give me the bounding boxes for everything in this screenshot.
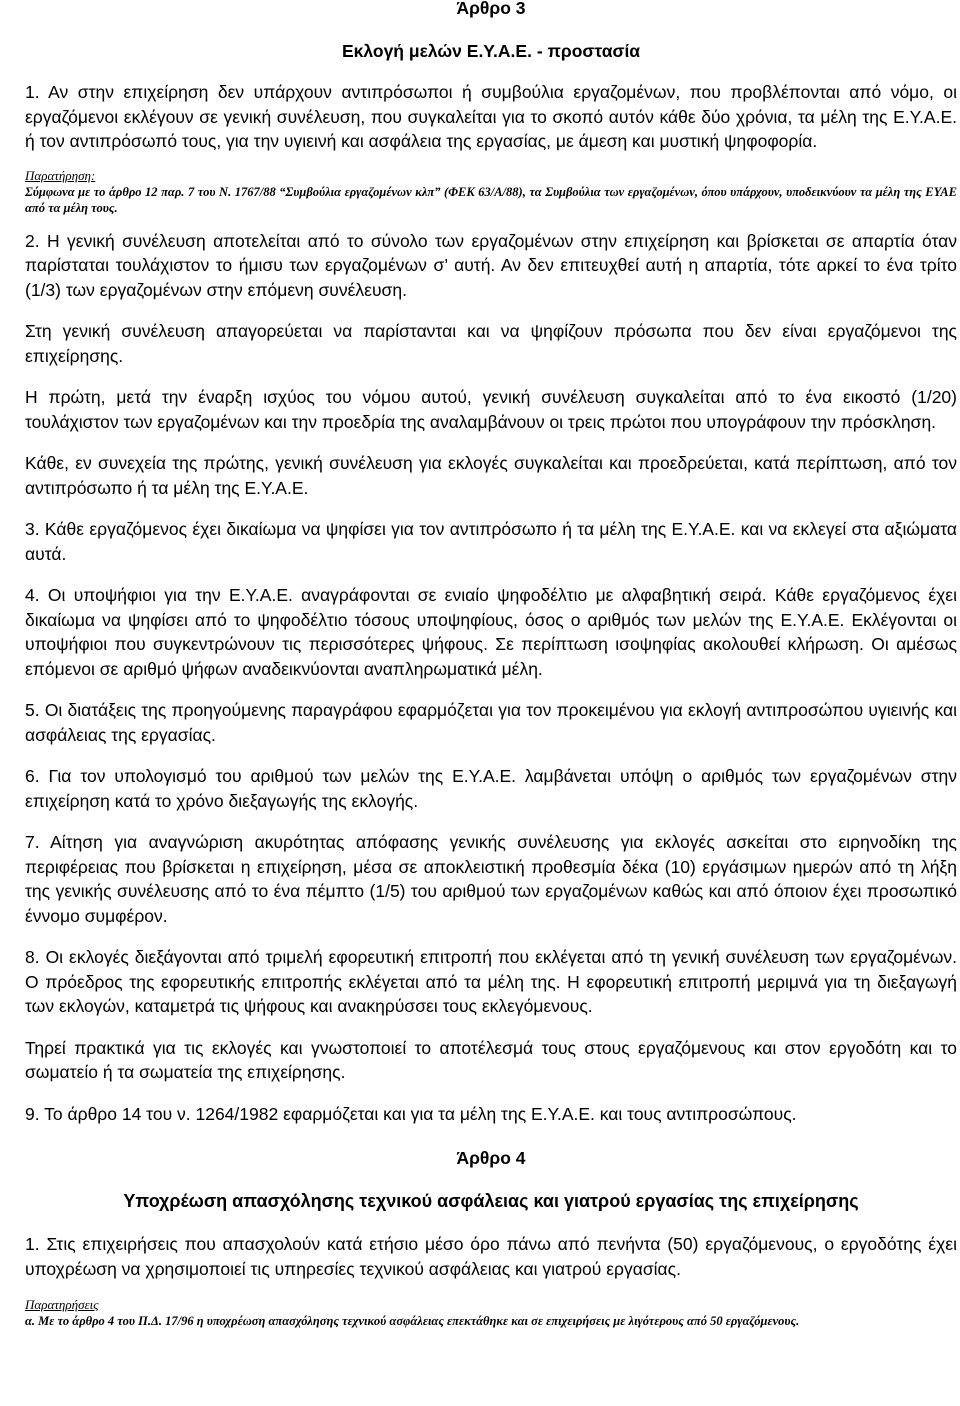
article-3-paragraph-7: 7. Αίτηση για αναγνώριση ακυρότητας απόφασης γενικής συνέλευσης για εκλογές ασκείται στο ειρηνοδίκη της περιφέρειας που βρίσκεται η επιχείρηση, μέσα σε αποκλειστική προθεσμία δέκα (10) εργάσιμων ημερών από τη λήξη της γενικής συνέλευσης από το ένα πέμπτο (1/5) του αριθμού των εργαζομένων καθώς και από όποιον έχει προσωπικό έννομο συμφέρον.	[25, 832, 957, 926]
article-3-paragraph-2b: Στη γενική συνέλευση απαγορεύεται να παρίστανται και να ψηφίζουν πρόσωπα που δεν είναι εργαζόμενοι της επιχείρησης.	[25, 321, 957, 366]
article-3-paragraph-5: 5. Οι διατάξεις της προηγούμενης παραγράφου εφαρμόζεται για τον προκειμένου για εκλογή αντιπροσώπου υγιεινής και ασφάλειας της εργασίας.	[25, 700, 957, 745]
article-3-paragraph-2d: Κάθε, εν συνεχεία της πρώτης, γενική συνέλευση για εκλογές συγκαλείται και προεδρεύεται, κατά περίπτωση, από τον αντιπρόσωπο ή τα μέλη της Ε.Υ.Α.Ε.	[25, 453, 957, 498]
article-3-paragraph-6: 6. Για τον υπολογισμό του αριθμού των μελών της Ε.Υ.Α.Ε. λαμβάνεται υπόψη ο αριθμός των εργαζομένων στην επιχείρηση κατά το χρόνο διεξαγωγής της εκλογής.	[25, 766, 957, 811]
article-4-title: Άρθρο 4	[456, 1148, 526, 1168]
article-4-note-text: α. Με το άρθρο 4 του Π.Δ. 17/96 η υποχρέωση απασχόλησης τεχνικού ασφάλειας επεκτάθηκε και σε επιχειρήσεις με λιγότερους από 50 εργαζόμενους.	[25, 1314, 800, 1328]
article-3-note-text: Σύμφωνα με το άρθρο 12 παρ. 7 του Ν. 1767/88 “Συμβούλια εργαζομένων κλπ” (ΦΕΚ 63/Α/88), τα Συμβούλια των εργαζομένων, όπου υπάρχουν, υποδεικνύουν τα μέλη της ΕΥΑΕ από τα μέλη τους.	[25, 184, 957, 215]
article-4-subtitle: Υποχρέωση απασχόλησης τεχνικού ασφάλειας και γιατρού εργασίας της επιχείρησης	[123, 1191, 859, 1211]
article-3-paragraph-4: 4. Οι υποψήφιοι για την Ε.Υ.Α.Ε. αναγράφονται σε ενιαίο ψηφοδέλτιο με αλφαβητική σειρά. Κάθε εργαζόμενος έχει δικαίωμα να ψηφίσει από το ψηφοδέλτιο τόσους υποψηφίους, όσος ο αριθμός των μελών της Ε.Υ.Α.Ε. Εκλέγονται οι υποψήφιοι που συγκεντρώνουν τις περισσότερες ψήφους. Σε περίπτωση ισοψηφίας ακολουθεί κλήρωση. Οι αμέσως επόμενοι σε αριθμό ψήφων αναδεικνύονται αναπληρωματικά μέλη.	[25, 585, 957, 679]
document-page	[25, 0, 957, 1329]
article-3-note-label: Παρατήρηση:	[25, 167, 96, 183]
article-3-subtitle: Εκλογή μελών Ε.Υ.Α.Ε. - προστασία	[341, 41, 641, 61]
article-3-paragraph-1: 1. Αν στην επιχείρηση δεν υπάρχουν αντιπρόσωποι ή συμβούλια εργαζομένων, που προβλέπονται από νόμο, οι εργαζόμενοι εκλέγουν σε γενική συνέλευση, που συγκαλείται για το σκοπό αυτόν κάθε δύο χρόνια, τα μέλη της Ε.Υ.Α.Ε. ή τον αντιπρόσωπό τους, για την υγιεινή και ασφάλεια της εργασίας, με άμεση και μυστική ψηφοφορία.	[25, 82, 957, 151]
article-3-paragraph-2c: Η πρώτη, μετά την έναρξη ισχύος του νόμου αυτού, γενική συνέλευση συγκαλείται από το ένα εικοστό (1/20) τουλάχιστον των εργαζομένων και την προεδρία της αναλαμβάνουν οι τρεις πρώτοι που υπογράφουν την πρόσκληση.	[25, 387, 957, 432]
article-3-paragraph-2: 2. Η γενική συνέλευση αποτελείται από το σύνολο των εργαζομένων στην επιχείρηση και βρίσκεται σε απαρτία όταν παρίσταται τουλάχιστον το ήμισυ των εργαζομένων σ’ αυτή. Αν δεν επιτευχθεί αυτή η απαρτία, τότε αρκεί το ένα τρίτο (1/3) των εργαζομένων στην επόμενη συνέλευση.	[25, 230, 957, 300]
article-3-paragraph-9: 9. Το άρθρο 14 του ν. 1264/1982 εφαρμόζεται και για τα μέλη της Ε.Υ.Α.Ε. και τους αντιπροσώπους.	[25, 1103, 797, 1124]
article-4-note-label: Παρατηρήσεις	[25, 1297, 99, 1312]
article-3-paragraph-8b: Τηρεί πρακτικά για τις εκλογές και γνωστοποιεί το αποτέλεσμά τους στους εργαζόμενους και στον εργοδότη και το σωματείο ή τα σωματεία της επιχείρησης.	[25, 1037, 957, 1082]
article-4-paragraph-1: 1. Στις επιχειρήσεις που απασχολούν κατά ετήσιο μέσο όρο πάνω από πενήντα (50) εργαζόμενους, ο εργοδότης έχει υποχρέωση να χρησιμοποιεί τις υπηρεσίες τεχνικού ασφάλειας και γιατρού εργασίας.	[25, 1234, 957, 1279]
article-3-paragraph-8: 8. Οι εκλογές διεξάγονται από τριμελή εφορευτική επιτροπή που εκλέγεται από τη γενική συνέλευση των εργαζομένων. Ο πρόεδρος της εφορευτικής επιτροπής εκλέγεται από τα μέλη της. Η εφορευτική επιτροπή μεριμνά για τη διεξαγωγή των εκλογών, καταμετρά τις ψήφους και ανακηρύσσει τους εκλεγόμενους.	[25, 947, 957, 1016]
article-3-paragraph-3: 3. Κάθε εργαζόμενος έχει δικαίωμα να ψηφίσει για τον αντιπρόσωπο ή τα μέλη της Ε.Υ.Α.Ε. και να εκλεγεί στα αξιώματα αυτά.	[25, 519, 957, 564]
article-3-title: Άρθρο 3	[456, 0, 526, 18]
